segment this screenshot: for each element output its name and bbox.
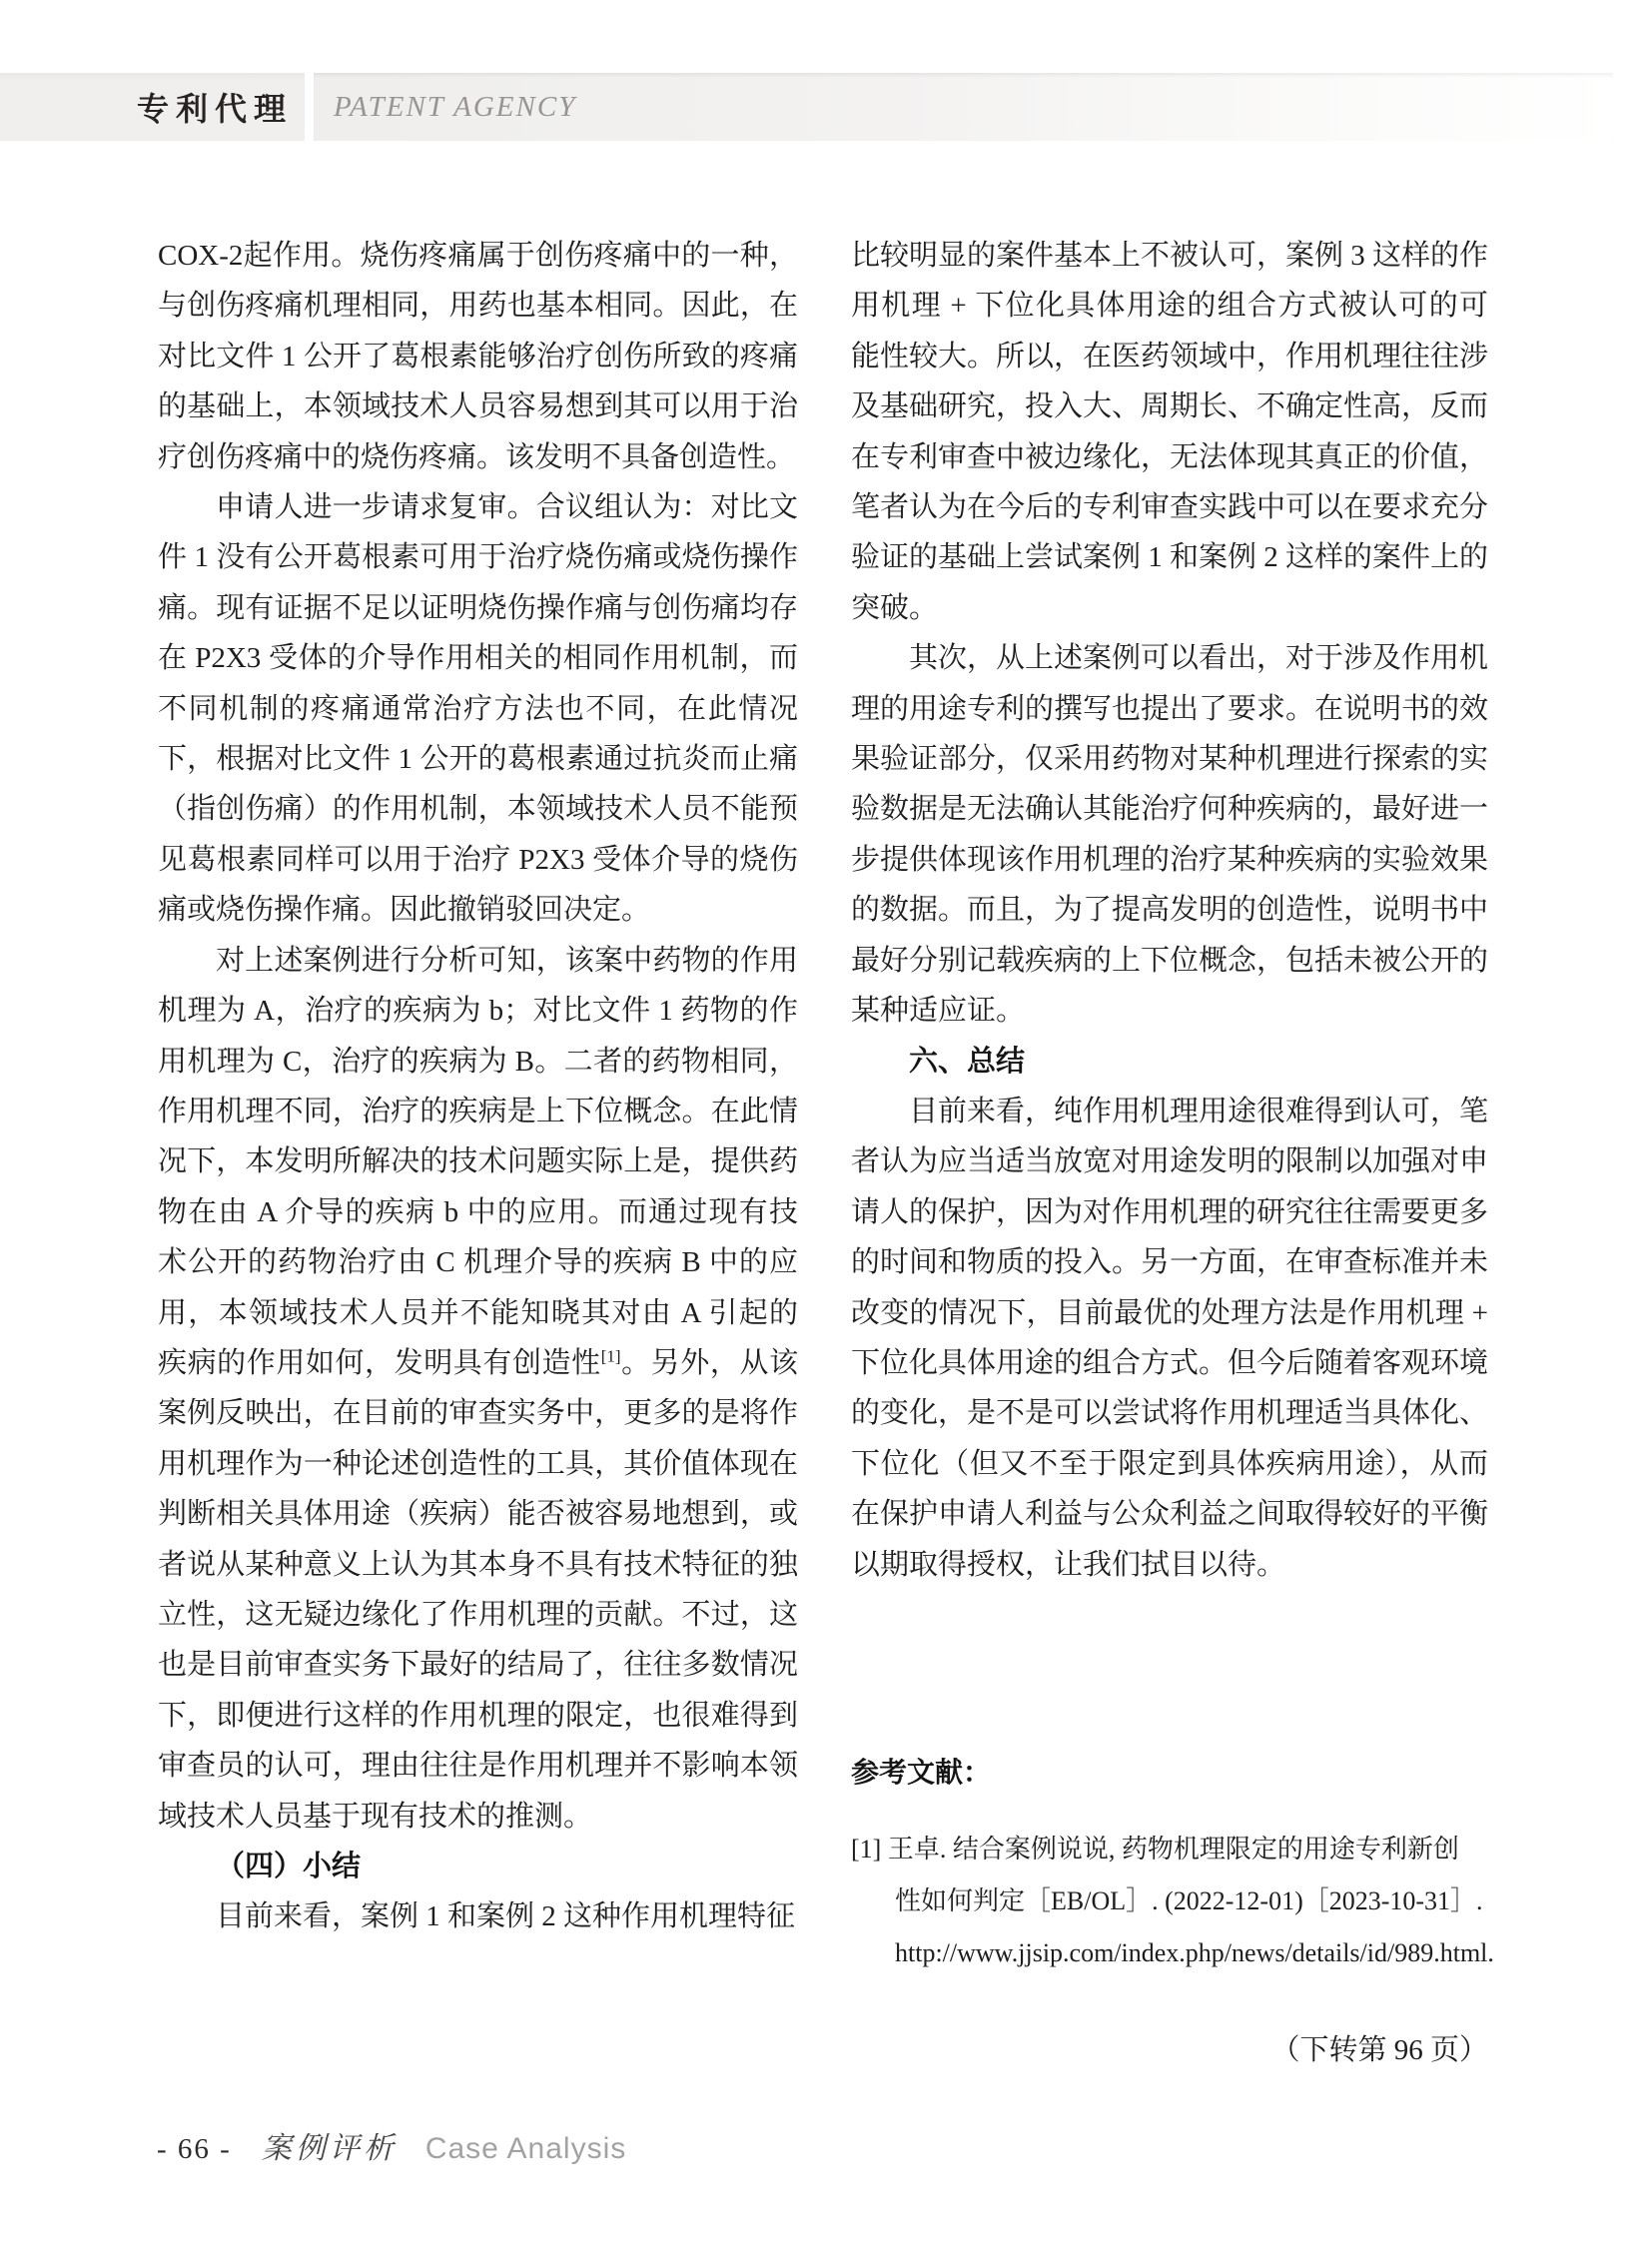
paragraph-text: 对上述案例进行分析可知，该案中药物的作用机理为 A，治疗的疾病为 b；对比文件 1 药物的作用机理为 C，治疗的疾病为 B。二者的药物相同，作用机理不同，治疗的疾病是上下位概念。在此情况下，本发明所解决的技术问题实际上是，提供药物在由 A 介导的疾病 b 中的应用。而通过现有技术公开的药物治疗由 C 机理介导的疾病 B 中的应用，本领域技术人员并不能知晓其对由 A 引起的疾病的作用如何，发明具有创造性 xyxy=(158,944,798,1379)
paragraph-with-footnote xyxy=(158,936,798,1842)
reference-entry-url: http://www.jjsip.com/index.php/news/details/id/989.html. xyxy=(895,1937,1494,1967)
right-column xyxy=(851,231,1494,2075)
paragraph: 其次，从上述案例可以看出，对于涉及作用机理的用途专利的撰写也提出了要求。在说明书的效果验证部分，仅采用药物对某种机理进行探索的实验数据是无法确认其能治疗何种疾病的，最好进一步提供体现该作用机理的治疗某种疾病的实验效果的数据。而且，为了提高发明的创造性，说明书中最好分别记载疾病的上下位概念，包括未被公开的某种适应证。 xyxy=(851,642,1489,1028)
paragraph-text: 。另外，从该案例反映出，在目前的审查实务中，更多的是将作用机理作为一种论述创造性的工具，其价值体现在判断相关具体用途（疾病）能否被容易地想到，或者说从某种意义上认为其本身不具有技术特征的独立性，这无疑边缘化了作用机理的贡献。不过，这也是目前审查实务下最好的结局了，往往多数情况下，即便进行这样的作用机理的限定，也很难得到审查员的认可，理由往往是作用机理并不影响本领域技术人员基于现有技术的推测。 xyxy=(158,1346,798,1833)
continued-on-page-note: （下转第 96 页） xyxy=(1270,2033,1488,2066)
footer-section-title-cn: 案例评析 xyxy=(261,2132,398,2165)
paragraph: 申请人进一步请求复审。合议组认为：对比文件 1 没有公开葛根素可用于治疗烧伤痛或烧伤操作痛。现有证据不足以证明烧伤操作痛与创伤痛均存在 P2X3 受体的介导作用相关的相同作用机制，而不同机制的疼痛通常治疗方法也不同，在此情况下，根据对比文件 1 公开的葛根素通过抗炎而止痛（指创伤痛）的作用机制，本领域技术人员不能预见葛根素同样可以用于治疗 P2X3 受体介导的烧伤痛或烧伤操作痛。因此撤销驳回决定。 xyxy=(158,491,798,927)
paragraph-continuation: 比较明显的案件基本上不被认可，案例 3 这样的作用机理 + 下位化具体用途的组合方式被认可的可能性较大。所以，在医药领域中，作用机理往往涉及基础研究，投入大、周期长、不确定性高，反而在专利审查中被边缘化，无法体现其真正的价值，笔者认为在今后的专利审查实践中可以在要求充分验证的基础上尝试案例 1 和案例 2 这样的案件上的突破。 xyxy=(851,240,1489,624)
footnote-marker: [1] xyxy=(600,1346,621,1366)
header-section-title-en: PATENT AGENCY xyxy=(334,90,577,123)
footer-section-title-en: Case Analysis xyxy=(424,2132,627,2165)
reference-list xyxy=(851,1824,1494,1979)
page-header xyxy=(0,73,1652,141)
header-section-title-cn: 专利代理 xyxy=(136,91,293,127)
left-column xyxy=(158,231,798,1942)
paragraph: 目前来看，纯作用机理用途很难得到认可，笔者认为应当适当放宽对用途发明的限制以加强对申请人的保护，因为对作用机理的研究往往需要更多的时间和物质的投入。另一方面，在审查标准并未改变的情况下，目前最优的处理方法是作用机理 + 下位化具体用途的组合方式。但今后随着客观环境的变化，是不是可以尝试将作用机理适当具体化、下位化（但又不至于限定到具体疾病用途），从而在保护申请人利益与公众利益之间取得较好的平衡以期取得授权，让我们拭目以待。 xyxy=(851,1095,1489,1581)
section-heading-conclusion: 六、总结 xyxy=(909,1045,1026,1078)
header-section-cn-block xyxy=(0,73,305,141)
subsection-heading-summary-4: （四）小结 xyxy=(216,1851,362,1882)
references-heading: 参考文献： xyxy=(851,1756,992,1788)
page-number: - 66 - xyxy=(157,2133,232,2165)
header-section-en-block xyxy=(314,73,1613,141)
paragraph: 目前来看，案例 1 和案例 2 这种作用机理特征 xyxy=(216,1900,796,1933)
page-footer xyxy=(157,2123,626,2167)
reference-entry-line: [1] 王卓. 结合案例说说, 药物机理限定的用途专利新创 xyxy=(851,1834,1459,1864)
paragraph-continuation: COX-2起作用。烧伤疼痛属于创伤疼痛中的一种，与创伤疼痛机理相同，用药也基本相同。因此，在对比文件 1 公开了葛根素能够治疗创伤所致的疼痛的基础上，本领域技术人员容易想到其可以用于治疗创伤疼痛中的烧伤疼痛。该发明不具备创造性。 xyxy=(158,240,798,473)
reference-entry-line: 性如何判定［EB/OL］. (2022-12-01)［2023-10-31］. xyxy=(895,1885,1483,1915)
